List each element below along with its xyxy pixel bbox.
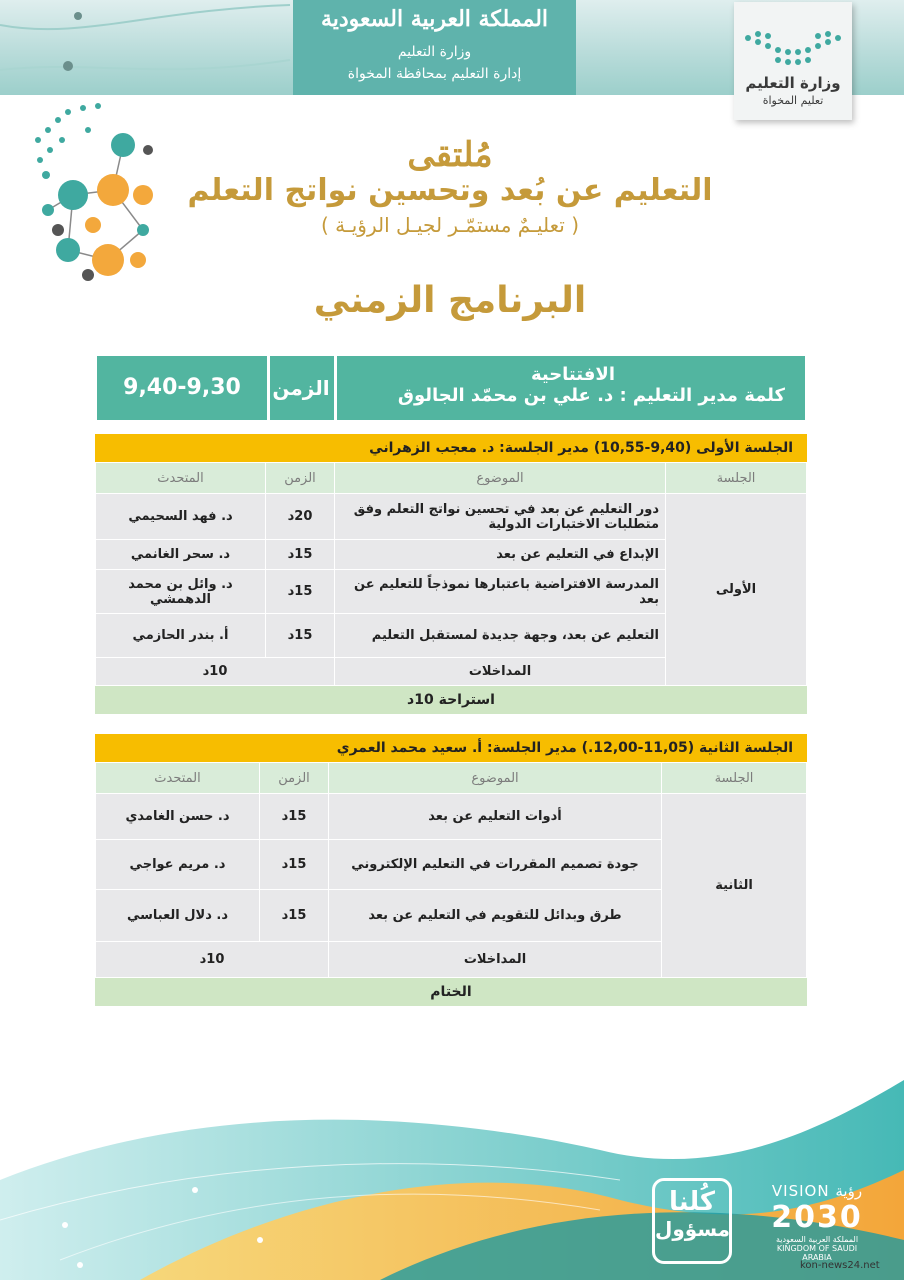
topic: دور التعليم عن بعد في تحسين نواتج التعلم وفق متطلبات الاختبارات الدولية (335, 494, 666, 540)
directorate-name: إدارة التعليم بمحافظة المخواة (347, 66, 522, 82)
opening-title: الافتتاحية (530, 364, 615, 385)
break-row: استراحة 10د (95, 686, 807, 714)
col-time: الزمن (266, 463, 335, 494)
discussion: المداخلات (329, 942, 662, 978)
col-time: الزمن (260, 763, 329, 794)
forum-title: التعليم عن بُعد وتحسين نواتج التعلم (187, 173, 713, 208)
topic: أدوات التعليم عن بعد (329, 794, 662, 840)
vision-year: 2030 (771, 1200, 863, 1235)
kolna-line2: مسؤول (655, 1217, 731, 1241)
discussion: المداخلات (335, 658, 666, 686)
kingdom-name: المملكة العربية السعودية (320, 6, 549, 32)
speaker: د. سحر الغانمي (96, 540, 266, 570)
topic: جودة تصميم المقررات في التعليم الإلكتروني (329, 840, 662, 890)
topic: طرق وبدائل للتقويم في التعليم عن بعد (329, 890, 662, 942)
ministry-name: وزارة التعليم (397, 44, 472, 60)
vision-2030-logo (762, 1182, 872, 1262)
time: 15د (260, 890, 329, 942)
session1-block (95, 434, 807, 714)
topic: الإبداع في التعليم عن بعد (335, 540, 666, 570)
time: 15د (266, 614, 335, 658)
session1-table (95, 462, 807, 686)
watermark: kon-news24.net (800, 1260, 880, 1271)
session2-header: الجلسة الثانية (11,05-12,00.) مدير الجلسة: أ. سعيد محمد العمري (95, 734, 807, 762)
time: 15د (260, 840, 329, 890)
time: 15د (266, 540, 335, 570)
topic: التعليم عن بعد، وجهة جديدة لمستقبل التعليم (335, 614, 666, 658)
time: 20د (266, 494, 335, 540)
time: 15د (260, 794, 329, 840)
speaker: د. مريم عواجي (96, 840, 260, 890)
closing-row: الختام (95, 978, 807, 1006)
table-header-row (96, 763, 807, 794)
session2-name: الثانية (662, 794, 807, 978)
kolna-line1: كُلنا (668, 1187, 716, 1217)
discussion-time: 10د (96, 658, 335, 686)
session2-block (95, 734, 807, 1006)
col-speaker: المتحدث (96, 463, 266, 494)
time: 15د (266, 570, 335, 614)
kolna-masool-logo (652, 1178, 732, 1264)
col-topic: الموضوع (329, 763, 662, 794)
session2-table (95, 762, 807, 978)
forum-label: مُلتقى (407, 135, 493, 175)
speaker: د. حسن الغامدي (96, 794, 260, 840)
header-ministry-block (293, 0, 576, 95)
table-row (96, 494, 807, 540)
speaker: د. فهد السحيمي (96, 494, 266, 540)
moe-logo-dots-icon (742, 30, 844, 70)
vision-sub: المملكة العربية السعودية KINGDOM OF SAUDI ARABIA (775, 1235, 859, 1262)
table-header-row (96, 463, 807, 494)
opening-time: 9,40-9,30 (123, 375, 241, 400)
opening-speech: كلمة مدير التعليم : د. علي بن محمّد الجالوق (397, 385, 785, 406)
speaker: د. وائل بن محمد الدهمشي (96, 570, 266, 614)
session1-header: الجلسة الأولى (9,40-10,55) مدير الجلسة: د. معجب الزهراني (95, 434, 807, 462)
program-heading: البرنامج الزمني (313, 280, 587, 321)
opening-bar (97, 356, 805, 420)
vision-word: VISION رؤية (771, 1182, 863, 1200)
moe-logo-name: وزارة التعليم (745, 74, 841, 92)
header-decoration (0, 0, 300, 95)
table-row (96, 794, 807, 840)
speaker: د. دلال العباسي (96, 890, 260, 942)
moe-logo-sub: تعليم المخواة (762, 94, 824, 107)
forum-slogan: ( تعليـمٌ مستمّـر لجيـل الرؤيـة ) (320, 213, 580, 237)
col-speaker: المتحدث (96, 763, 260, 794)
separator (334, 356, 337, 420)
col-session: الجلسة (666, 463, 807, 494)
opening-title-block (345, 356, 785, 420)
network-graphic-icon (28, 100, 163, 290)
col-topic: الموضوع (335, 463, 666, 494)
opening-time-label: الزمن (272, 376, 330, 400)
session1-name: الأولى (666, 494, 807, 686)
topic: المدرسة الافتراضية باعتبارها نموذجاً للتعليم عن بعد (335, 570, 666, 614)
speaker: أ. بندر الحازمي (96, 614, 266, 658)
discussion-time: 10د (96, 942, 329, 978)
col-session: الجلسة (662, 763, 807, 794)
moe-logo (734, 2, 852, 120)
